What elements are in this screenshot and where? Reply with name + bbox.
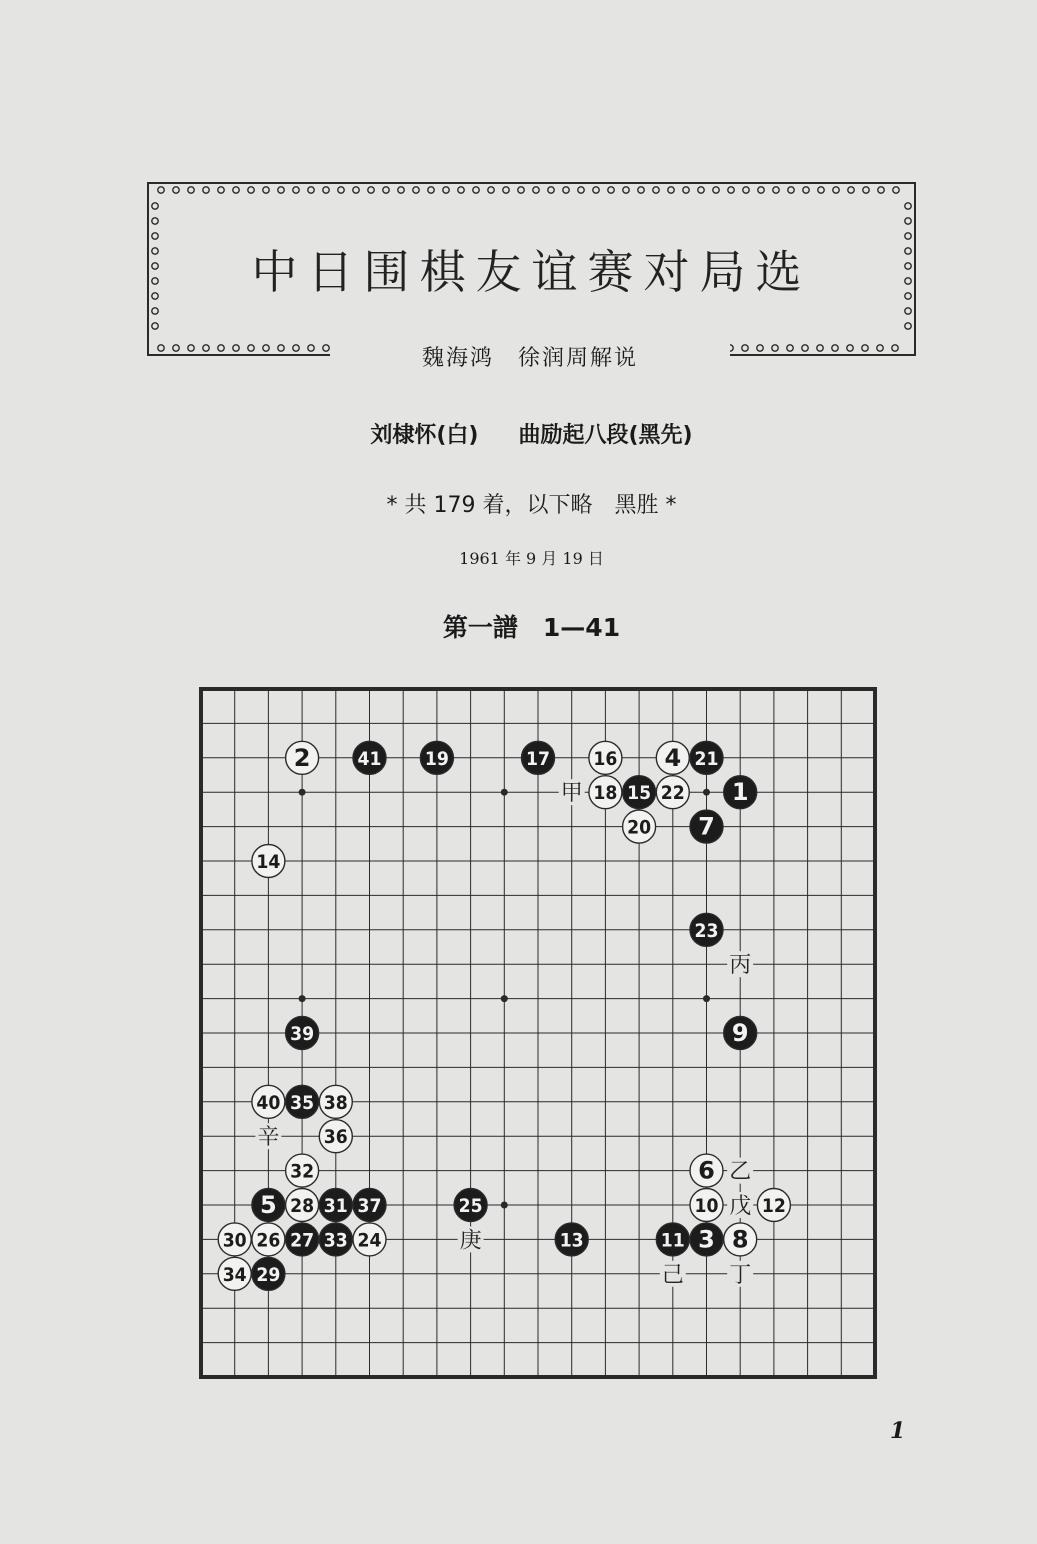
ornament-dot xyxy=(248,345,254,351)
ornament-dot xyxy=(758,187,764,193)
ornament-dot xyxy=(817,345,823,351)
stone-move-number: 25 xyxy=(458,1195,483,1217)
ornament-dot xyxy=(383,187,389,193)
ornament-dot xyxy=(548,187,554,193)
ornament-dot xyxy=(368,187,374,193)
board-marker-label: 乙 xyxy=(729,1159,752,1185)
star-point xyxy=(299,995,306,1002)
ornament-dot xyxy=(623,187,629,193)
ornament-dot xyxy=(488,187,494,193)
ornament-dot xyxy=(188,345,194,351)
ornament-dot xyxy=(293,345,299,351)
black-player: 曲励起八段(黑先) xyxy=(518,423,693,448)
ornament-dot xyxy=(653,187,659,193)
ornament-dot xyxy=(248,187,254,193)
go-board-diagram xyxy=(198,686,878,1384)
ornament-dot xyxy=(788,187,794,193)
stone-move-number: 24 xyxy=(357,1229,382,1252)
ornament-dot xyxy=(863,187,869,193)
ornament-dot xyxy=(353,187,359,193)
ornament-dot xyxy=(263,187,269,193)
white-player: 刘棣怀(白) xyxy=(370,423,479,448)
stone-move-number: 33 xyxy=(323,1229,348,1252)
ornament-dot xyxy=(218,345,224,351)
star-point xyxy=(501,1202,508,1209)
stone-move-number: 38 xyxy=(323,1091,348,1114)
ornament-dot xyxy=(862,345,868,351)
star-point xyxy=(299,789,306,796)
ornament-dot xyxy=(158,345,164,351)
star-point xyxy=(703,995,710,1002)
board-marker-label: 己 xyxy=(661,1262,684,1288)
ornament-dot xyxy=(218,187,224,193)
ornament-dot xyxy=(473,187,479,193)
stone-move-number: 14 xyxy=(256,851,281,873)
stone-move-number: 6 xyxy=(698,1156,715,1185)
stone-move-number: 9 xyxy=(731,1019,749,1047)
ornament-dot xyxy=(905,308,911,314)
ornament-dot xyxy=(578,187,584,193)
stone-move-number: 4 xyxy=(664,743,682,772)
ornament-dot xyxy=(832,345,838,351)
stone-move-number: 32 xyxy=(290,1160,315,1183)
ornament-dot xyxy=(293,187,299,193)
go-board xyxy=(198,686,878,1380)
stone-move-number: 18 xyxy=(593,782,618,805)
ornament-dot xyxy=(772,345,778,351)
stone-move-number: 13 xyxy=(559,1229,584,1252)
stone-move-number: 19 xyxy=(424,747,449,770)
ornament-dot xyxy=(188,187,194,193)
board-marker-label: 戊 xyxy=(729,1194,752,1219)
stone-move-number: 8 xyxy=(731,1225,749,1254)
ornament-dot xyxy=(158,187,164,193)
stone-move-number: 26 xyxy=(256,1229,281,1252)
ornament-dot xyxy=(233,187,239,193)
ornament-dot xyxy=(278,345,284,351)
ornament-dot xyxy=(443,187,449,193)
players-line xyxy=(145,418,918,449)
ornament-dot xyxy=(203,345,209,351)
ornament-dot xyxy=(233,345,239,351)
ornament-dot xyxy=(905,218,911,224)
stone-move-number: 1 xyxy=(731,778,749,807)
ornament-dot xyxy=(152,323,158,329)
ornament-dot xyxy=(833,187,839,193)
ornament-dot xyxy=(757,345,763,351)
star-point xyxy=(703,789,710,796)
stone-move-number: 40 xyxy=(256,1091,281,1114)
page-title: 中日围棋友谊赛对局选 xyxy=(251,245,812,299)
ornament-dot xyxy=(905,323,911,329)
ornament-dot xyxy=(877,345,883,351)
ornament-dot xyxy=(278,187,284,193)
stone-move-number: 28 xyxy=(290,1195,315,1217)
stone-move-number: 20 xyxy=(627,816,652,839)
ornament-dot xyxy=(413,187,419,193)
ornament-dot xyxy=(203,187,209,193)
stone-move-number: 17 xyxy=(526,747,550,770)
ornament-dot xyxy=(518,187,524,193)
star-point xyxy=(501,995,508,1002)
stone-move-number: 29 xyxy=(256,1263,281,1286)
ornament-dot xyxy=(878,187,884,193)
ornament-dot xyxy=(173,187,179,193)
stone-move-number: 12 xyxy=(761,1195,786,1217)
stone-move-number: 7 xyxy=(698,812,715,841)
stone-move-number: 35 xyxy=(290,1091,315,1114)
stone-move-number: 34 xyxy=(222,1263,247,1286)
board-marker-label: 甲 xyxy=(560,781,583,807)
ornament-dot xyxy=(728,187,734,193)
ornament-dot xyxy=(308,345,314,351)
ornament-dot xyxy=(773,187,779,193)
ornament-dot xyxy=(893,187,899,193)
ornament-dot xyxy=(263,345,269,351)
ornament-dot xyxy=(803,187,809,193)
stone-move-number: 11 xyxy=(660,1229,685,1252)
ornament-dot xyxy=(398,187,404,193)
stone-move-number: 39 xyxy=(290,1023,315,1045)
board-marker-label: 庚 xyxy=(459,1228,482,1254)
ornament-dot xyxy=(802,345,808,351)
ornament-dot xyxy=(152,308,158,314)
ornament-dot xyxy=(458,187,464,193)
stone-move-number: 3 xyxy=(698,1225,715,1254)
ornament-dot xyxy=(533,187,539,193)
ornament-dot xyxy=(818,187,824,193)
stone-move-number: 27 xyxy=(290,1229,315,1252)
game-date: 1961 年 9 月 19 日 xyxy=(459,549,604,568)
stone-move-number: 41 xyxy=(357,747,382,770)
ornament-dot xyxy=(593,187,599,193)
ornament-dot xyxy=(713,187,719,193)
stone-move-number: 2 xyxy=(293,743,311,772)
board-marker-label: 辛 xyxy=(257,1125,280,1151)
ornament-dot xyxy=(742,345,748,351)
ornament-dot xyxy=(323,187,329,193)
ornament-dot xyxy=(563,187,569,193)
ornament-dot xyxy=(152,218,158,224)
ornament-dot xyxy=(847,345,853,351)
ornament-dot xyxy=(323,345,329,351)
page-number: 1 xyxy=(890,1418,906,1444)
ornament-dot xyxy=(668,187,674,193)
section-heading: 第一譜 1—41 xyxy=(442,613,621,642)
ornament-dot xyxy=(338,187,344,193)
stone-move-number: 30 xyxy=(222,1229,247,1252)
ornament-dot xyxy=(428,187,434,193)
ornament-dot xyxy=(152,203,158,209)
stone-move-number: 23 xyxy=(694,919,719,942)
board-marker-label: 丙 xyxy=(729,953,752,979)
stone-move-number: 21 xyxy=(694,747,719,770)
game-result: * 共 179 着，以下略 黑胜 * xyxy=(386,493,677,518)
ornament-dot xyxy=(173,345,179,351)
ornament-dot xyxy=(905,203,911,209)
stone-move-number: 10 xyxy=(694,1195,719,1217)
ornament-dot xyxy=(638,187,644,193)
stone-move-number: 16 xyxy=(593,747,618,770)
stone-move-number: 15 xyxy=(627,782,652,805)
ornament-dot xyxy=(608,187,614,193)
commentators-line: 魏海鸿 徐润周解说 xyxy=(330,342,730,376)
ornament-dot xyxy=(743,187,749,193)
ornament-dot xyxy=(683,187,689,193)
ornament-dot xyxy=(308,187,314,193)
ornament-dot xyxy=(848,187,854,193)
ornament-dot xyxy=(892,345,898,351)
stone-move-number: 22 xyxy=(660,782,685,805)
ornament-dot xyxy=(503,187,509,193)
ornament-dot xyxy=(787,345,793,351)
stone-move-number: 37 xyxy=(357,1195,382,1217)
stone-move-number: 36 xyxy=(323,1126,348,1149)
board-marker-label: 丁 xyxy=(729,1262,752,1288)
star-point xyxy=(501,789,508,796)
ornament-dot xyxy=(698,187,704,193)
stone-move-number: 5 xyxy=(260,1191,277,1219)
stone-move-number: 31 xyxy=(323,1195,348,1217)
